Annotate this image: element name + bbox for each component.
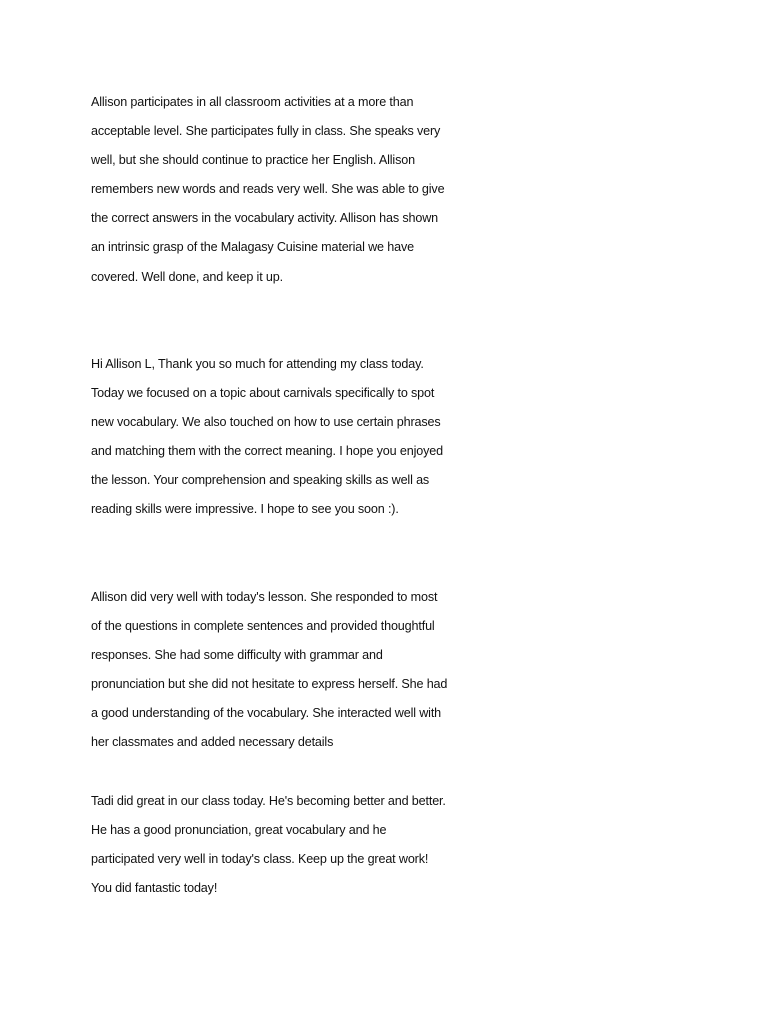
- paragraph-line: covered. Well done, and keep it up.: [91, 269, 283, 284]
- paragraph-line: Today we focused on a topic about carnivals specifically to spot: [91, 386, 435, 401]
- paragraph-line: an intrinsic grasp of the Malagasy Cuisine material we have: [91, 240, 414, 255]
- paragraph-line: new vocabulary. We also touched on how to use certain phrases: [91, 415, 441, 430]
- paragraph-line: participated very well in today's class. Keep up the great work!: [91, 852, 429, 867]
- paragraph-line: Allison participates in all classroom activities at a more than: [91, 95, 414, 109]
- paragraph-line: Allison did very well with today's lesson. She responded to most: [91, 590, 438, 604]
- paragraph-line: reading skills were impressive. I hope to see you soon :).: [91, 502, 399, 517]
- feedback-paragraph-allison-participation: [91, 88, 444, 292]
- feedback-paragraph-allison-lesson: [91, 583, 447, 758]
- paragraph-line: He has a good pronunciation, great vocabulary and he: [91, 823, 387, 838]
- paragraph-line: the correct answers in the vocabulary activity. Allison has shown: [91, 211, 439, 226]
- paragraph-line: Tadi did great in our class today. He's becoming better and better.: [91, 794, 446, 808]
- paragraph-line: her classmates and added necessary details: [91, 735, 334, 750]
- paragraph-line: the lesson. Your comprehension and speaking skills as well as: [91, 473, 430, 488]
- paragraph-line: responses. She had some difficulty with grammar and: [91, 648, 383, 663]
- paragraph-line: and matching them with the correct meaning. I hope you enjoyed: [91, 444, 443, 459]
- feedback-paragraph-allison-thank-you: [91, 350, 443, 525]
- feedback-paragraph-tadi: [91, 787, 446, 903]
- paragraph-line: You did fantastic today!: [91, 881, 218, 896]
- paragraph-line: pronunciation but she did not hesitate to express herself. She had: [91, 677, 448, 692]
- paragraph-line: Hi Allison L, Thank you so much for attending my class today.: [91, 357, 424, 371]
- paragraph-line: a good understanding of the vocabulary. She interacted well with: [91, 706, 442, 721]
- paragraph-line: acceptable level. She participates fully in class. She speaks very: [91, 124, 441, 139]
- paragraph-line: remembers new words and reads very well. She was able to give: [91, 182, 445, 197]
- paragraph-line: of the questions in complete sentences and provided thoughtful: [91, 619, 435, 634]
- paragraph-line: well, but she should continue to practice her English. Allison: [91, 153, 415, 168]
